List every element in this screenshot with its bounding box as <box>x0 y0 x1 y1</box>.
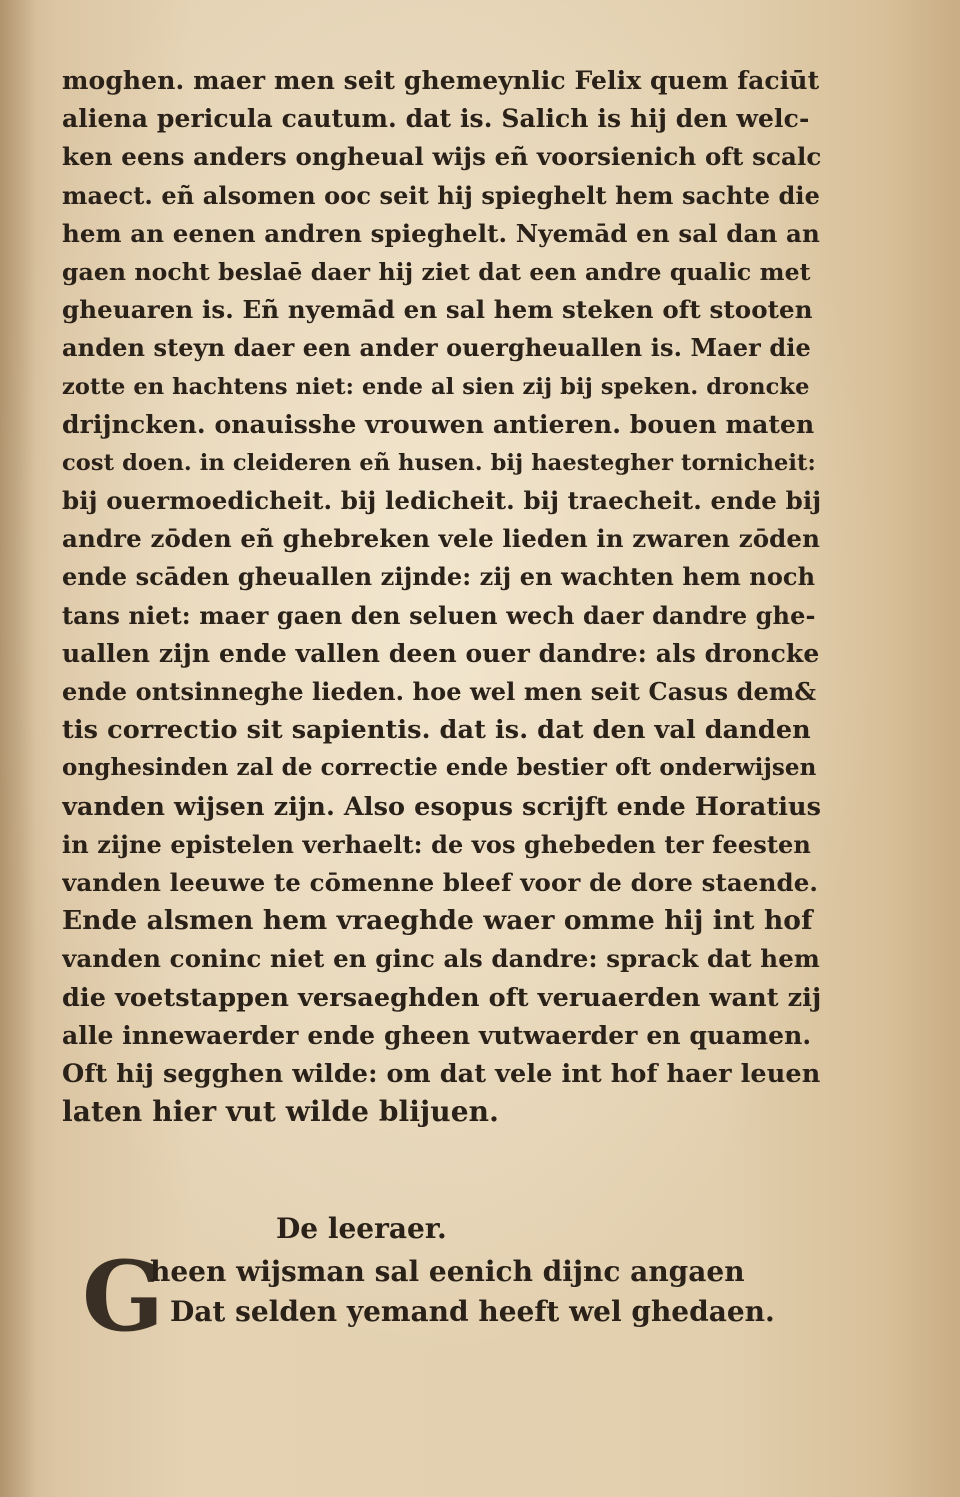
text-line: maect. eñ alsomen ooc seit hij spieghelt hem sachte die <box>62 180 820 210</box>
text-line: gheuaren is. Eñ nyemād en sal hem steken oft stooten <box>62 295 813 325</box>
text-line: vanden coninc niet en ginc als dandre: sprack dat hem <box>62 944 820 974</box>
spine-shadow <box>0 0 36 1497</box>
text-line: Oft hij segghen wilde: om dat vele int hof haer leuen <box>62 1058 821 1089</box>
verse-block <box>82 1240 782 1353</box>
text-line: anden steyn daer een ander ouergheuallen is. Maer die <box>62 333 811 363</box>
text-line: hem an eenen andren spieghelt. Nyemād en sal dan an <box>62 218 820 248</box>
text-line: drijncken. onauisshe vrouwen antieren. bouen maten <box>62 409 815 439</box>
text-line: tis correctio sit sapientis. dat is. dat den val danden <box>62 715 811 746</box>
text-line: vanden wijsen zijn. Also esopus scrijft ende Horatius <box>62 791 822 822</box>
text-line: vanden leeuwe te cōmenne bleef voor de dore staende. <box>62 867 819 897</box>
text-line: bij ouermoedicheit. bij ledicheit. bij traecheit. ende bij <box>62 486 822 516</box>
text-line: tans niet: maer gaen den seluen wech daer dandre ghe- <box>62 600 816 630</box>
verse-line: Dat selden yemand heeft wel ghedaen. <box>170 1295 775 1328</box>
text-line: in zijne epistelen verhaelt: de vos ghebeden ter feesten <box>62 829 811 859</box>
text-line: ende scāden gheuallen zijnde: zij en wachten hem noch <box>62 562 816 592</box>
text-line: alle innewaerder ende gheen vutwaerder en quamen. <box>62 1020 812 1050</box>
text-line: cost doen. in cleideren eñ husen. bij haestegher tornicheit: <box>62 449 816 476</box>
text-line: andre zōden eñ ghebreken vele lieden in zwaren zōden <box>62 524 821 554</box>
text-line: die voetstappen versaeghden oft veruaerden want zij <box>62 982 822 1013</box>
text-line: ende ontsinneghe lieden. hoe wel men seit Casus dem& <box>62 677 817 706</box>
text-line: ken eens anders ongheual wijs eñ voorsienich oft scalc <box>62 142 822 172</box>
text-line: aliena pericula cautum. dat is. Salich is hij den welc- <box>62 104 810 134</box>
decorated-initial: G <box>82 1240 164 1353</box>
body-text <box>62 62 822 1131</box>
text-line: Ende alsmen hem vraeghde waer omme hij int hof <box>62 905 813 937</box>
text-line: laten hier vut wilde blijuen. <box>62 1095 499 1129</box>
section-heading: De leeraer. <box>276 1212 447 1245</box>
text-line: zotte en hachtens niet: ende al sien zij bij speken. droncke <box>62 373 810 400</box>
text-line: onghesinden zal de correctie ende bestier oft onderwijsen <box>62 754 817 782</box>
text-line: gaen nocht beslaē daer hij ziet dat een andre qualic met <box>62 257 811 286</box>
text-line: uallen zijn ende vallen deen ouer dandre: als droncke <box>62 638 820 668</box>
text-line: moghen. maer men seit ghemeynlic Felix quem faciūt <box>62 66 820 95</box>
verse-line: heen wijsman sal eenich dijnc angaen <box>150 1255 745 1288</box>
